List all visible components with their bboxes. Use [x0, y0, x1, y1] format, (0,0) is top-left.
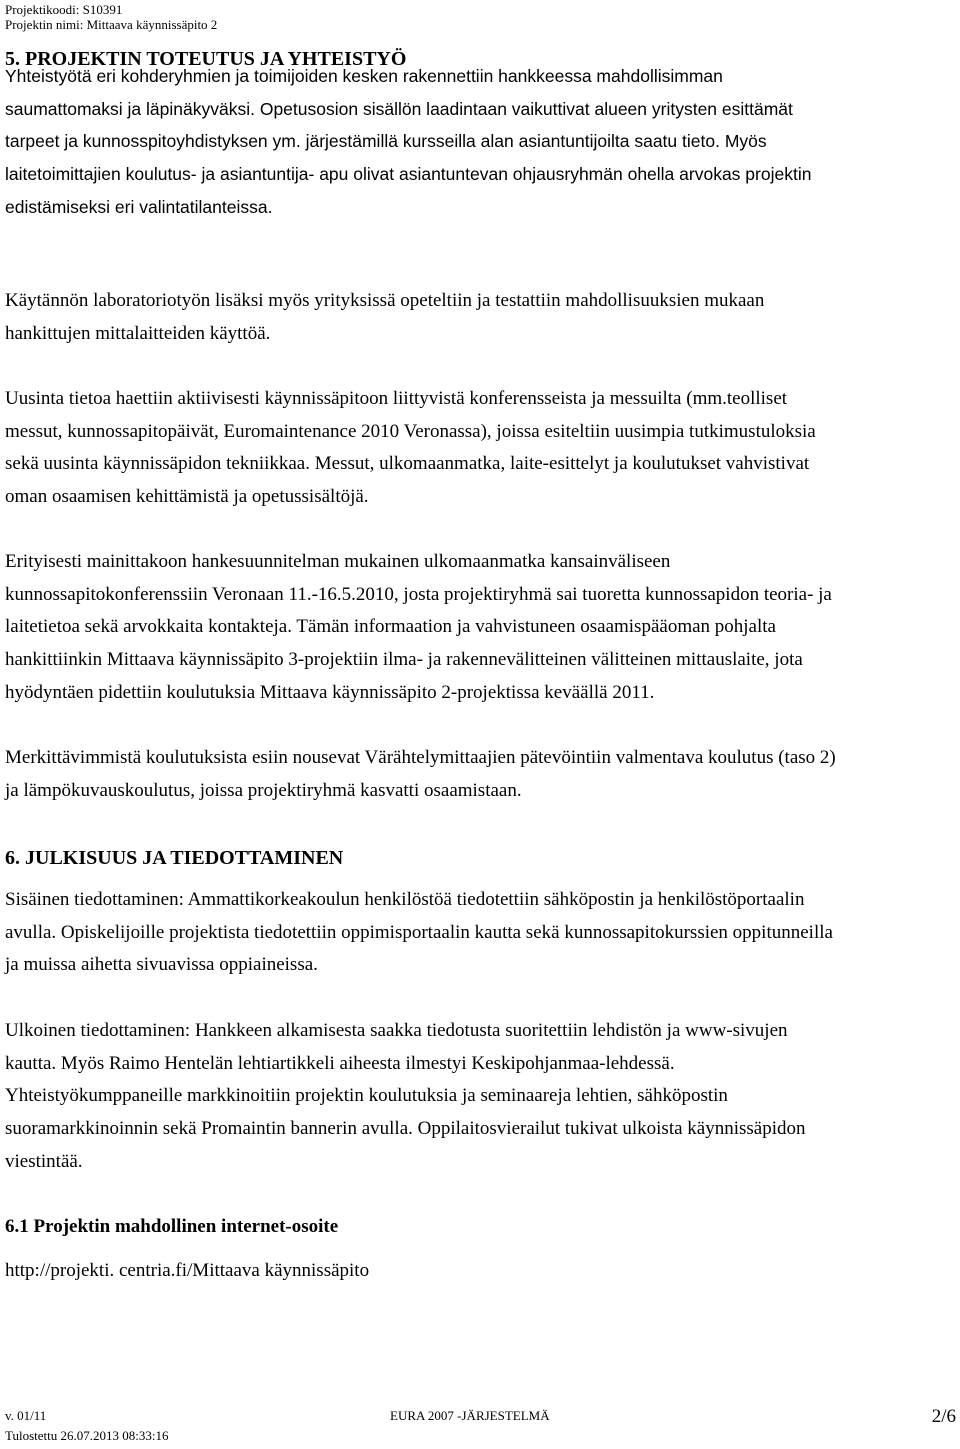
- text-line: kunnossapitokonferenssiin Veronaan 11.-16.5.2010, josta projektiryhmä sai tuoretta kunnossapidon teoria- ja: [5, 583, 832, 605]
- text-line: Sisäinen tiedottaminen: Ammattikorkeakoulun henkilöstöä tiedotettiin sähköpostin ja henkilöstöportaalin: [5, 889, 805, 910]
- section-6-paragraph-1: [5, 884, 960, 982]
- section-5-paragraph-4: [5, 546, 960, 709]
- text-line: edistämiseksi eri valintatilanteissa.: [5, 196, 273, 217]
- text-line: Yhteistyötä eri kohderyhmien ja toimijoiden kesken rakennettiin hankkeessa mahdollisimman: [5, 66, 723, 86]
- text-line: Erityisesti mainittakoon hankesuunnitelman mukainen ulkomaanmatka kansainväliseen: [5, 551, 671, 572]
- document-header: [5, 2, 217, 32]
- text-fragment: Myös: [719, 131, 767, 152]
- version-label: v. 01/11: [5, 1408, 47, 1423]
- text-line: sekä uusinta käynnissäpidon tekniikkaa. Messut, ulkomaanmatka, laite-esittelyt ja koulutukset vahvistivat: [5, 453, 810, 475]
- section-5-paragraph-3: [5, 383, 960, 514]
- text-line: Ulkoinen tiedottaminen: Hankkeen alkamisesta saakka tiedotusta suoritettiin lehdistön ja www-sivujen: [5, 1020, 788, 1041]
- text-line: laitetietoa sekä arvokkaita kontakteja. Tämän informaation ja vahvistuneen osaamispääoman pohjalta: [5, 616, 776, 638]
- document-footer: [0, 1406, 960, 1449]
- section-5-paragraph-1: [5, 60, 960, 223]
- page-number: 2/6: [931, 1406, 956, 1427]
- text-fragment: saumattomaksi ja läpinäkyväksi.: [5, 98, 255, 119]
- text-line: hankittiinkin Mittaava käynnissäpito 3-projektiin ilma- ja rakennevälitteinen välitteinen mittauslaite, jota: [5, 649, 803, 671]
- text-line: Merkittävimmistä koulutuksista esiin nousevat Värähtelymittaajien pätevöintiin valmentava koulutus (taso 2): [5, 747, 836, 768]
- text-line: hankittujen mittalaitteiden käyttöä.: [5, 322, 271, 344]
- section-6-paragraph-2: [5, 1015, 960, 1178]
- text-line: Uusinta tietoa haettiin aktiivisesti käynnissäpitoon liittyvistä konferensseista ja messuilta (mm.teolliset: [5, 388, 788, 409]
- text-line: ja muissa aihetta sivuavissa oppiaineissa.: [5, 954, 318, 976]
- section-6-heading: 6. JULKISUUS JA TIEDOTTAMINEN: [5, 847, 344, 869]
- project-name: Projektin nimi: Mittaava käynnissäpito 2: [5, 17, 218, 32]
- text-line: suoramarkkinoinnin sekä Promaintin bannerin avulla. Oppilaitosvierailut tukivat ulkoista käynnissäpidon: [5, 1118, 806, 1140]
- project-url: http://projekti. centria.fi/Mittaava käynnissäpito: [5, 1260, 370, 1281]
- text-line: oman osaamisen kehittämistä ja opetussisältöjä.: [5, 486, 369, 508]
- printed-timestamp: Tulostettu 26.07.2013 08:33:16: [5, 1428, 169, 1443]
- text-line: [5, 93, 960, 126]
- text-line: laitetoimittajien koulutus- ja asiantuntija- apu olivat asiantuntevan ohjausryhmän ohella arvokas projektin: [5, 164, 812, 185]
- text-line: messut, kunnossapitopäivät, Euromaintenance 2010 Veronassa), joissa esiteltiin uusimpia tutkimustuloksia: [5, 420, 816, 442]
- section-5-heading: 5. PROJEKTIN TOTEUTUS JA YHTEISTYÖ: [5, 48, 407, 70]
- text-line: Käytännön laboratoriotyön lisäksi myös yrityksissä opeteltiin ja testattiin mahdollisuuksien mukaan: [5, 290, 765, 311]
- section-5-paragraph-2: [5, 285, 960, 350]
- text-line: hyödyntäen pidettiin koulutuksia Mittaava käynnissäpito 2-projektissa keväällä 2011.: [5, 681, 655, 703]
- internet-address: [5, 1255, 960, 1288]
- system-name: EURA 2007 -JÄRJESTELMÄ: [390, 1408, 550, 1423]
- text-line: ja lämpökuvauskoulutus, joissa projektiryhmä kasvatti osaamistaan.: [5, 779, 522, 801]
- section-6-1-heading: 6.1 Projektin mahdollinen internet-osoite: [5, 1216, 339, 1237]
- text-line: avulla. Opiskelijoille projektista tiedotettiin oppimisportaalin kautta sekä kunnossapitokurssien oppitunneilla: [5, 921, 833, 943]
- text-fragment: tarpeet ja kunnosspitoyhdistyksen ym. järjestämillä kursseilla alan asiantuntijoilta saatu tieto.: [5, 131, 720, 152]
- section-5-paragraph-5: [5, 742, 960, 807]
- text-fragment: Opetusosion sisällön laadintaan vaikuttivat alueen yritysten esittämät: [254, 98, 793, 119]
- text-line: Yhteistyökumppaneille markkinoitiin projektin koulutuksia ja seminaareja lehtien, sähköpostin: [5, 1085, 728, 1107]
- text-line: viestintää.: [5, 1150, 83, 1172]
- text-line: kautta. Myös Raimo Hentelän lehtiartikkeli aiheesta ilmestyi Keskipohjanmaa-lehdessä.: [5, 1052, 675, 1074]
- project-code: Projektikoodi: S10391: [5, 2, 123, 17]
- text-line: [5, 125, 960, 158]
